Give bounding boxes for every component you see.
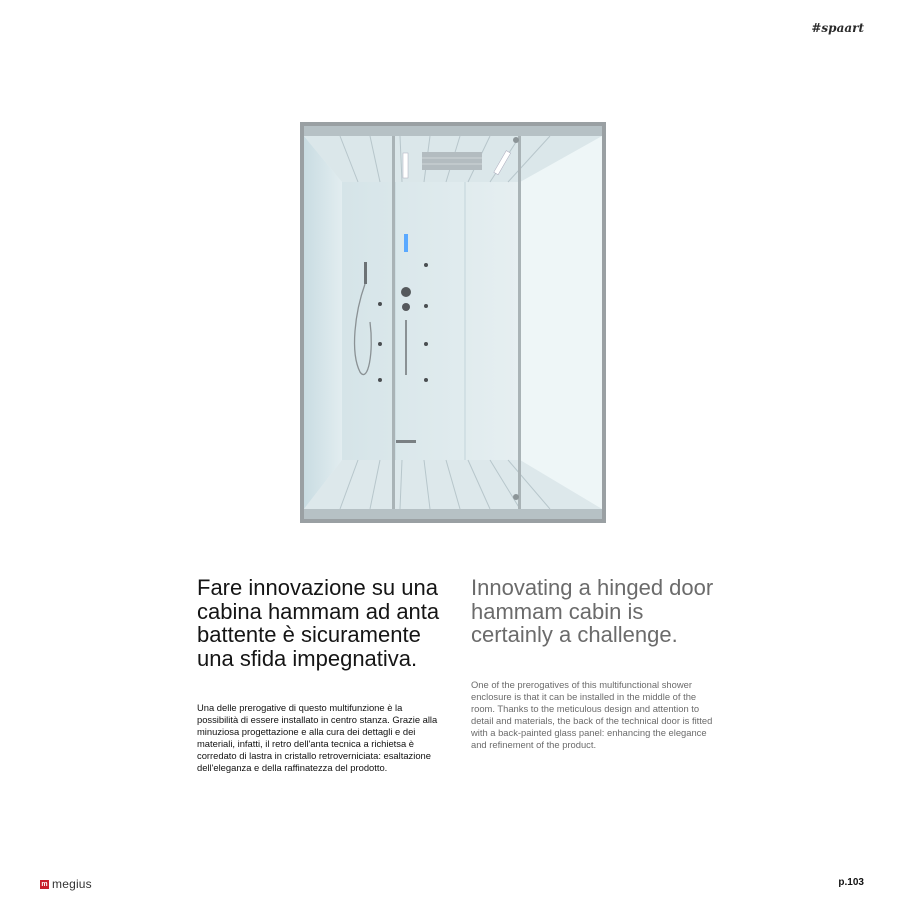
english-title: Innovating a hinged door hammam cabin is certainly a challenge. (471, 575, 714, 647)
italian-body: Una delle prerogative di questo multifunzione è la possibilità di essere installato in centro stanza. Grazie alla minuziosa progettazione e alla cura dei dettagli e dei materiali, infatti, il retro dell'anta tecnica a richietsa è corredato di lastra in cristallo retroverniciata: esaltazione dell'eleganza e della raffinatezza del prodotto. (197, 702, 438, 774)
brand-mark-icon: m (41, 880, 48, 888)
brand-logo (40, 877, 92, 891)
hashtag: #spaart (811, 21, 864, 35)
english-body: One of the prerogatives of this multifunctional shower enclosure is that it can be installed in the middle of the room. Thanks to the meticulous design and attention to detail and materials, the back of the technical door is fitted with a back-painted glass panel: enhancing the elegance and refinement of the product. (471, 679, 713, 751)
product-photo (300, 122, 606, 523)
brand-name: megius (52, 877, 92, 891)
page-number: p.103 (838, 877, 864, 888)
italian-title: Fare innovazione su una cabina hammam ad anta battente è sicuramente una sfida impegnativa. (197, 575, 440, 671)
